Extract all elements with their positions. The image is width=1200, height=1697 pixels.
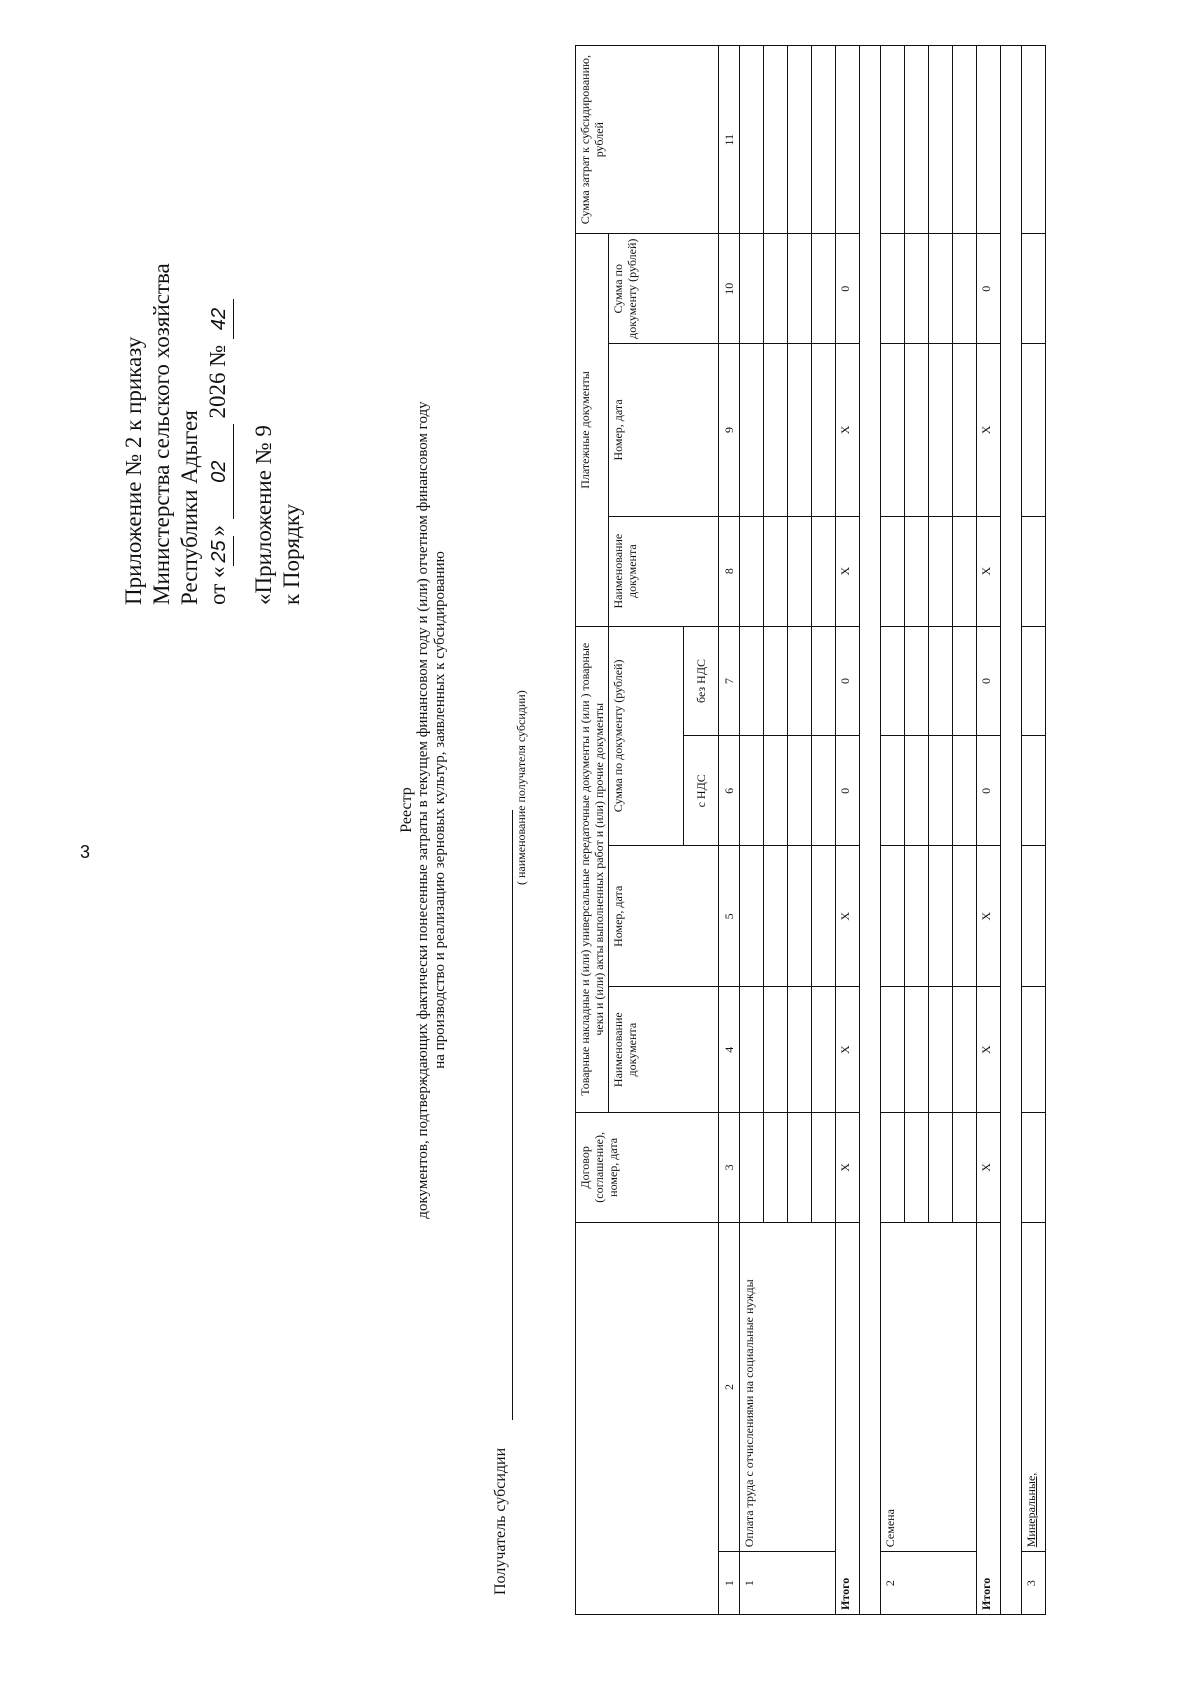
header-empty-cell xyxy=(576,1222,719,1614)
colnum-2: 2 xyxy=(719,1222,740,1551)
date-day: 25 xyxy=(205,537,234,567)
total-label-2: Итого xyxy=(977,1222,1001,1614)
recipient-label: Получатель субсидии xyxy=(492,1447,509,1595)
section-3-name: Минеральные, xyxy=(1022,1222,1046,1551)
date-year: 2026 № xyxy=(205,344,230,419)
colnum-3: 3 xyxy=(719,1112,740,1222)
header-contract: Договор (соглашение), номер, дата xyxy=(576,1112,719,1222)
header-pay-doc-name: Наименование документа xyxy=(609,516,719,626)
total-row: Итого X X X 0 0 X X 0 xyxy=(977,46,1001,1615)
colnum-1: 1 xyxy=(719,1552,740,1615)
section-3-number: 3 xyxy=(1022,1552,1046,1615)
appendix-date-line: от «25» 02 2026 № 42 xyxy=(204,263,234,605)
section-2-number: 2 xyxy=(881,1552,977,1615)
registry-table xyxy=(575,45,1046,1615)
table-row xyxy=(740,46,764,1615)
document-title xyxy=(398,285,449,1335)
title-heading: Реестр xyxy=(398,787,415,833)
table-row xyxy=(881,46,905,1615)
header-doc-name: Наименование документа xyxy=(609,987,719,1113)
appendix-reference-1: «Приложение № 9 xyxy=(251,425,276,605)
header-number-date: Номер, дата xyxy=(609,846,719,987)
colnum-8: 8 xyxy=(719,516,740,626)
colnum-10: 10 xyxy=(719,234,740,344)
colnum-7: 7 xyxy=(719,626,740,736)
section-2-name: Семена xyxy=(881,1222,977,1551)
colnum-5: 5 xyxy=(719,846,740,987)
header-total-subsidy: Сумма затрат к субсидированию, рублей xyxy=(576,46,719,234)
header-with-vat: с НДС xyxy=(684,736,719,846)
colnum-9: 9 xyxy=(719,344,740,517)
spacer-row xyxy=(860,46,881,1615)
appendix-reference-2: к Порядку xyxy=(279,503,304,605)
order-number: 42 xyxy=(205,299,234,339)
section-1-name: Оплата труда с отчислениями на социальные нужды xyxy=(740,1222,836,1551)
column-number-row xyxy=(719,46,740,1615)
appendix-block xyxy=(120,263,306,605)
header-pay-amount: Сумма по документу (рублей) xyxy=(609,234,719,344)
recipient-underline xyxy=(512,810,513,1420)
header-without-vat: без НДС xyxy=(684,626,719,736)
appendix-line-1: Приложение № 2 к приказу xyxy=(121,336,146,605)
page-number: 3 xyxy=(80,842,91,862)
colnum-4: 4 xyxy=(719,987,740,1113)
total-label-1: Итого xyxy=(836,1222,860,1614)
title-line-2: на производство и реализацию зерновых культур, заявленных к субсидированию xyxy=(432,551,448,1069)
appendix-line-3: Республики Адыгея xyxy=(177,410,202,605)
appendix-line-2: Министерства сельского хозяйства xyxy=(149,263,174,605)
section-1-number: 1 xyxy=(740,1552,836,1615)
title-line-1: документов, подтверждающих фактически понесенные затраты в текущем финансовом году и (или) отчетном финансовом году xyxy=(415,401,431,1219)
rotated-document-sheet xyxy=(30,35,1160,1665)
date-month: 02 xyxy=(205,424,234,519)
header-row-1 xyxy=(576,46,609,1615)
header-payments-group: Платежные документы xyxy=(576,234,609,626)
total-row: Итого X X X 0 0 X X 0 xyxy=(836,46,860,1615)
colnum-6: 6 xyxy=(719,736,740,846)
table-row xyxy=(1022,46,1046,1615)
header-pay-number-date: Номер, дата xyxy=(609,344,719,517)
recipient-caption: ( наименование получателя субсидии) xyxy=(514,690,528,885)
spacer-row xyxy=(1001,46,1022,1615)
header-amount-group: Сумма по документу (рублей) xyxy=(609,626,684,846)
header-invoices-group: Товарные накладные и (или) универсальные передаточные документы и (или ) товарные чеки и (или) акты выполненных работ и (или) прочие документы xyxy=(576,626,609,1112)
colnum-11: 11 xyxy=(719,46,740,234)
